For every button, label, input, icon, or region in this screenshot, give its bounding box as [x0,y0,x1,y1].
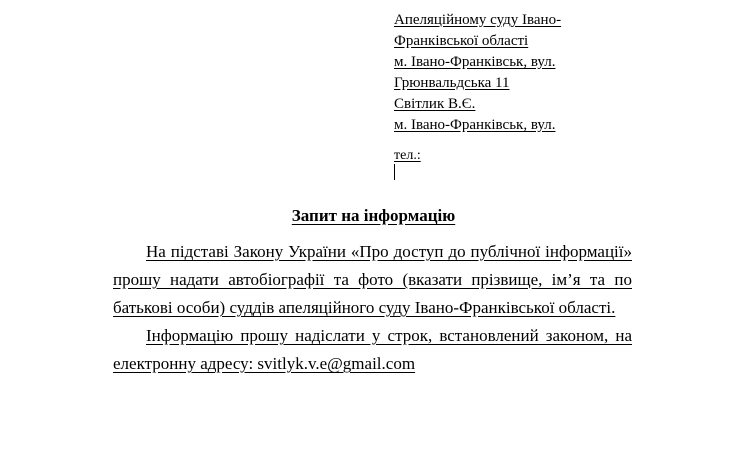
text-cursor[interactable] [394,164,395,180]
addressee-line: Франківської області [394,33,529,49]
delivery-paragraph: Інформацію прошу надіслати у строк, встановлений законом, на електронну адресу: svitlyk.v.e@gmail.com [113,326,632,373]
addressee-line: Грюнвальдська 11 [394,75,510,91]
document-title: Запит на інформацію [291,206,456,225]
sender-name: Світлик В.Є. [394,96,476,112]
request-paragraph: На підставі Закону України «Про доступ до публічної інформації» прошу надати автобіографії та фото (вказати прізвище, ім’я та по батькові особи) суддів апеляційного суду Івано-Франківської області. [113,242,632,317]
document-body [113,238,632,378]
addressee-block [394,10,574,180]
sender-address: м. Івано-Франківськ, вул. [394,117,556,133]
addressee-line: Апеляційному суду Івано- [394,12,562,28]
phone-label: тел.: [394,148,421,163]
addressee-line: м. Івано-Франківськ, вул. [394,54,556,70]
